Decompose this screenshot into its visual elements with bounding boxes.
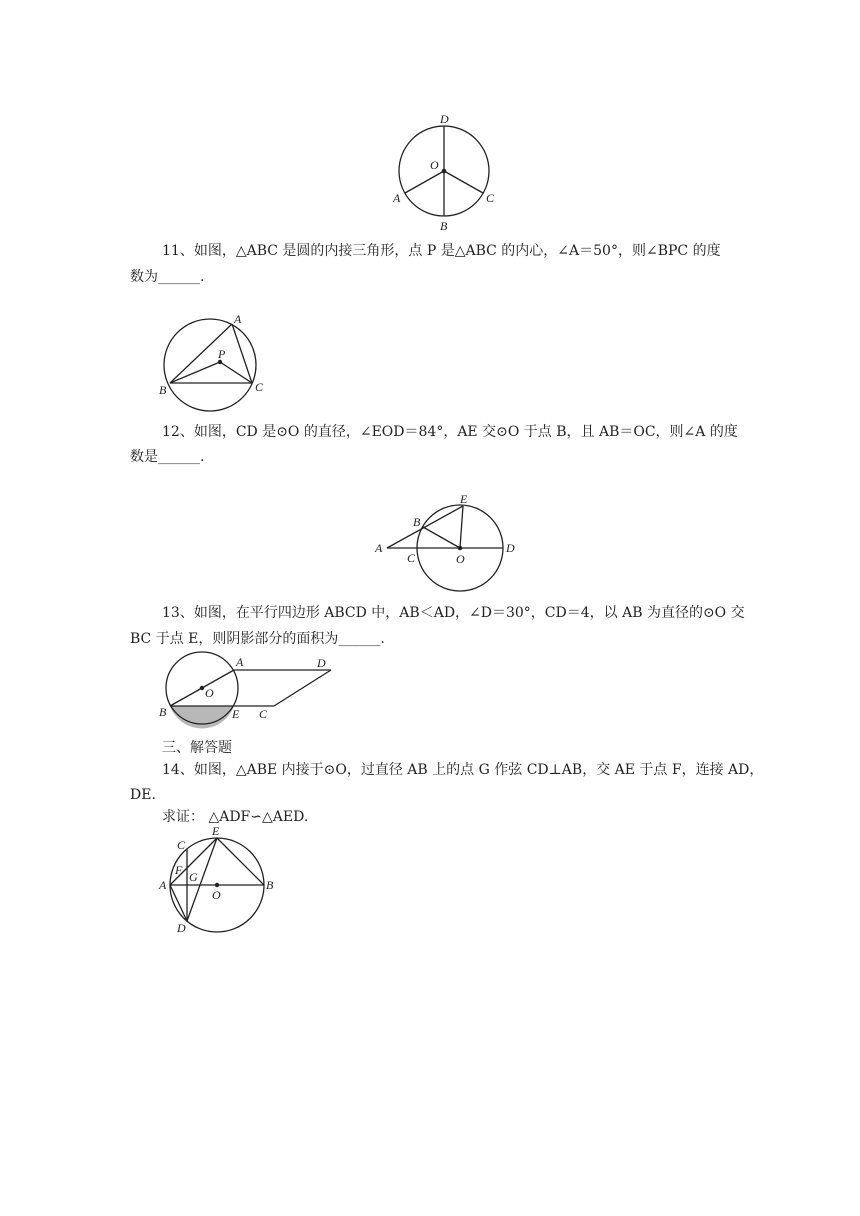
label-c: C: [177, 838, 186, 852]
label-a: A: [393, 191, 401, 205]
question-11-line-2: 数为______.: [130, 269, 205, 285]
label-d: D: [506, 541, 515, 555]
figure-chord-perpendicular: [155, 824, 285, 938]
label-o: O: [430, 158, 439, 172]
figure-parallelogram-circle: [155, 654, 345, 734]
label-o: O: [212, 888, 221, 902]
center-dot: [215, 883, 219, 887]
label-g: G: [189, 870, 198, 884]
question-13-line-2: BC 于点 E，则阴影部分的面积为______.: [130, 631, 385, 647]
label-e: E: [460, 492, 468, 506]
figure-diameter-secant: [370, 488, 530, 588]
label-b: B: [159, 705, 167, 719]
label-d: D: [317, 656, 326, 670]
line-ae: [387, 506, 463, 548]
segment-ob: [423, 527, 460, 548]
label-c: C: [486, 191, 495, 205]
label-f: F: [175, 863, 183, 877]
figure-circle-three-radii: [385, 108, 505, 233]
label-c: C: [259, 707, 268, 721]
label-a: A: [159, 878, 167, 892]
label-a: A: [236, 655, 244, 669]
label-p: P: [218, 347, 226, 361]
label-b: B: [266, 878, 274, 892]
question-12-line-1: 12、如图，CD 是⊙O 的直径，∠EOD＝84°，AE 交⊙O 于点 B，且 AB＝OC，则∠A 的度: [162, 424, 738, 440]
label-e: E: [232, 707, 240, 721]
segment-ad: [170, 885, 187, 921]
label-b: B: [440, 219, 448, 233]
label-e: E: [212, 824, 220, 838]
segment-cp: [220, 362, 252, 383]
center-dot: [458, 546, 463, 551]
label-o: O: [205, 686, 214, 700]
radius-oc: [444, 171, 483, 193]
circle: [164, 319, 256, 411]
question-14-line-3: 求证： △ADF∽△AED.: [162, 809, 309, 825]
question-14-line-1: 14、如图，△ABE 内接于⊙O，过直径 AB 上的点 G 作弦 CD⊥AB，交 AE 于点 F，连接 AD，: [162, 762, 764, 778]
label-b: B: [413, 515, 421, 529]
segment-be: [217, 838, 264, 885]
label-a: A: [234, 312, 242, 326]
question-13-line-1: 13、如图，在平行四边形 ABCD 中，AB＜AD，∠D＝30°，CD＝4，以 AB 为直径的⊙O 交: [162, 605, 745, 621]
label-d: D: [177, 921, 186, 935]
center-dot: [442, 169, 447, 174]
center-dot: [200, 686, 204, 690]
label-c: C: [407, 551, 416, 565]
radius-oa: [405, 171, 444, 193]
label-c: C: [255, 380, 264, 394]
label-o: O: [456, 552, 465, 566]
question-11-line-1: 11、如图，△ABC 是圆的内接三角形，点 P 是△ABC 的内心，∠A＝50°，则∠BPC 的度: [162, 243, 721, 259]
question-12-line-2: 数是______.: [130, 449, 205, 465]
label-a: A: [375, 541, 383, 555]
question-14-line-2: DE.: [130, 787, 156, 803]
section-heading: 三、解答题: [162, 740, 232, 756]
side-dc: [274, 670, 331, 706]
label-d: D: [440, 112, 449, 126]
segment-bp: [170, 362, 220, 383]
segment-oe: [460, 506, 463, 548]
figure-incircle-triangle: [155, 310, 275, 415]
shaded-region: [170, 706, 234, 729]
label-b: B: [159, 383, 167, 397]
